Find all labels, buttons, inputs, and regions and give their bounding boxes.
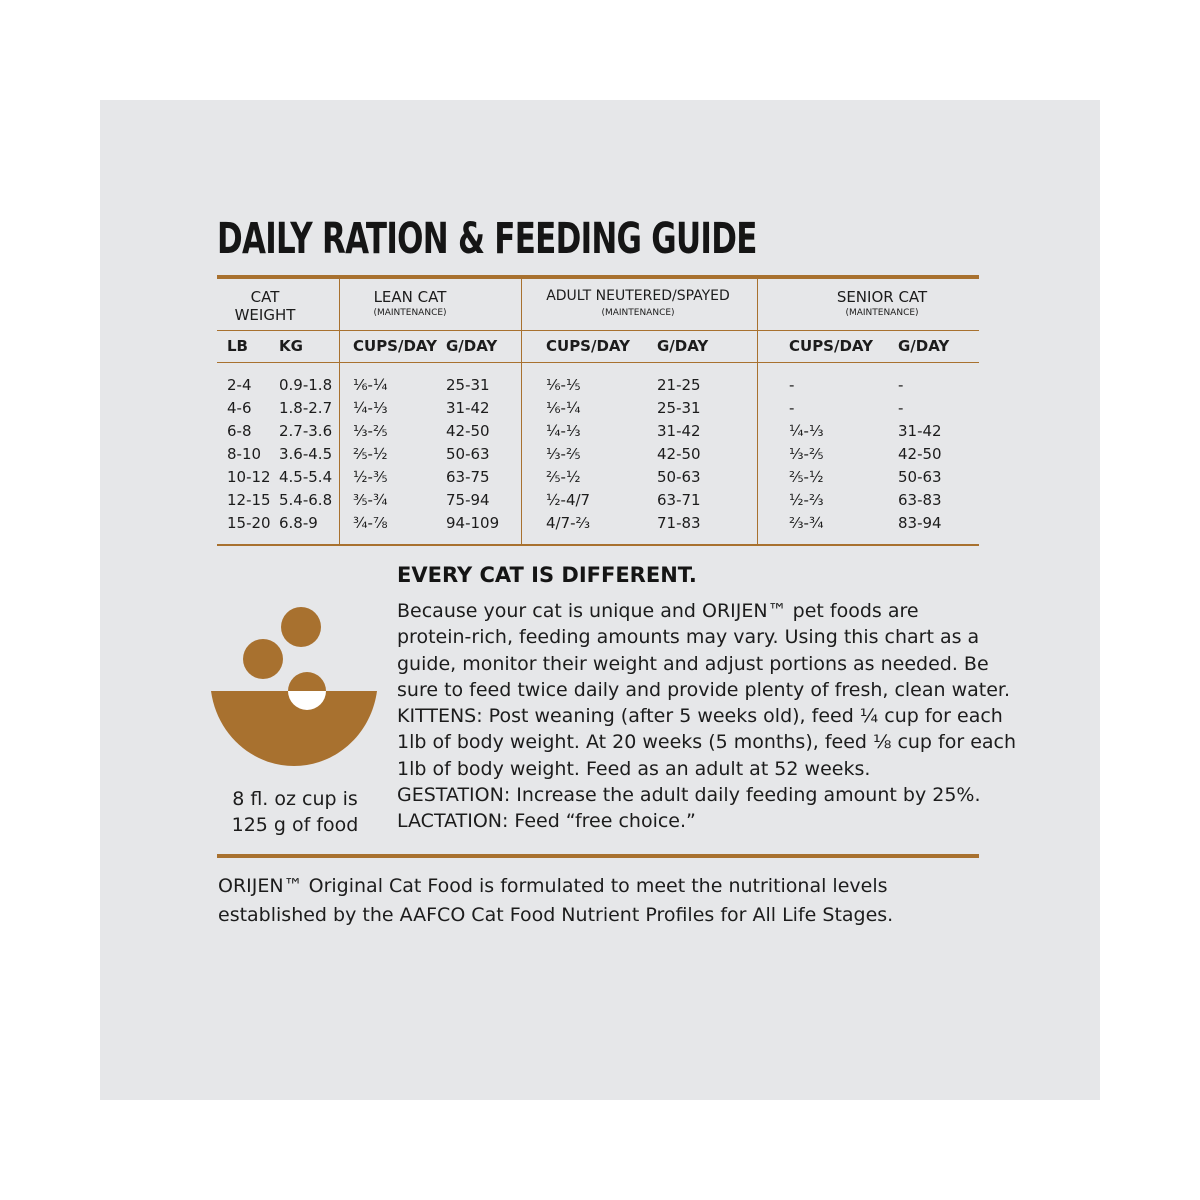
- cell-kg: 4.5-5.4: [279, 468, 333, 486]
- paragraph-line: 1lb of body weight. Feed as an adult at 52 weeks.: [397, 757, 871, 780]
- paragraph-line: guide, monitor their weight and adjust portions as needed. Be: [397, 652, 989, 675]
- cell-lean-grams: 63-75: [446, 468, 490, 486]
- cell-lean-grams: 75-94: [446, 491, 490, 509]
- cell-lb: 12-15: [227, 491, 271, 509]
- cell-senior-grams: -: [898, 399, 904, 417]
- cell-lb: 2-4: [227, 376, 252, 394]
- page-title: DAILY RATION & FEEDING GUIDE: [217, 214, 757, 264]
- cell-adult-cups: ⅓-⅖: [546, 445, 581, 463]
- group-sub-lean: (MAINTENANCE): [373, 308, 447, 318]
- cell-lb: 4-6: [227, 399, 252, 417]
- footer-line: ORIJEN™ Original Cat Food is formulated to meet the nutritional levels: [218, 875, 888, 897]
- subheader-divider: [217, 362, 979, 363]
- cup-caption-line: 125 g of food: [231, 814, 359, 836]
- cell-lean-grams: 50-63: [446, 445, 490, 463]
- cell-senior-cups: ⅓-⅖: [789, 445, 824, 463]
- cell-senior-cups: -: [789, 376, 795, 394]
- cell-lean-grams: 42-50: [446, 422, 490, 440]
- cell-lean-cups: ⅗-¾: [353, 491, 388, 509]
- col-kg: KG: [279, 337, 303, 355]
- cell-adult-cups: ¼-⅓: [546, 422, 581, 440]
- aafco-statement: [218, 872, 998, 930]
- cell-kg: 1.8-2.7: [279, 399, 333, 417]
- group-header-lean: LEAN CAT: [373, 288, 447, 306]
- cell-kg: 5.4-6.8: [279, 491, 333, 509]
- section-heading: EVERY CAT IS DIFFERENT.: [397, 563, 697, 587]
- col-lean-cups: CUPS/DAY: [353, 337, 437, 355]
- column-divider: [339, 279, 340, 545]
- group-header-adult: ADULT NEUTERED/SPAYED: [546, 288, 730, 304]
- cell-senior-grams: 50-63: [898, 468, 942, 486]
- cell-senior-grams: 31-42: [898, 422, 942, 440]
- cell-senior-cups: ⅔-¾: [789, 514, 824, 532]
- cell-adult-grams: 25-31: [657, 399, 701, 417]
- paragraph-line: LACTATION: Feed “free choice.”: [397, 810, 696, 833]
- cell-senior-cups: ½-⅔: [789, 491, 824, 509]
- group-sub-adult: (MAINTENANCE): [601, 308, 675, 318]
- feeding-notes: [397, 598, 1017, 835]
- cell-lean-grams: 31-42: [446, 399, 490, 417]
- cell-adult-grams: 50-63: [657, 468, 701, 486]
- cell-adult-cups: ⅙-⅕: [546, 376, 581, 394]
- table-bottom-rule: [217, 544, 979, 546]
- col-senior-cups: CUPS/DAY: [789, 337, 873, 355]
- header-divider: [217, 330, 979, 331]
- cup-caption-line: 8 fl. oz cup is: [232, 788, 358, 810]
- cell-senior-grams: 83-94: [898, 514, 942, 532]
- cell-adult-cups: ½-4/7: [546, 491, 591, 509]
- cell-adult-cups: ⅙-¼: [546, 399, 581, 417]
- cell-lean-cups: ½-⅗: [353, 468, 388, 486]
- cell-adult-cups: 4/7-⅔: [546, 514, 591, 532]
- cell-adult-grams: 42-50: [657, 445, 701, 463]
- cell-adult-grams: 71-83: [657, 514, 701, 532]
- col-senior-grams: G/DAY: [898, 337, 950, 355]
- cell-senior-cups: -: [789, 399, 795, 417]
- paragraph-line: KITTENS: Post weaning (after 5 weeks old), feed ¼ cup for each: [397, 705, 1003, 728]
- column-divider: [757, 279, 758, 545]
- paragraph-line: Because your cat is unique and ORIJEN™ pet foods are: [397, 600, 919, 622]
- cell-lb: 15-20: [227, 514, 271, 532]
- col-lb: LB: [227, 337, 248, 355]
- cell-kg: 0.9-1.8: [279, 376, 333, 394]
- paragraph-line: protein-rich, feeding amounts may vary. Using this chart as a: [397, 626, 980, 649]
- cell-adult-grams: 63-71: [657, 491, 701, 509]
- footer-rule: [217, 854, 979, 858]
- group-header-senior: SENIOR CAT: [836, 288, 928, 306]
- cell-senior-grams: -: [898, 376, 904, 394]
- footer-line: established by the AAFCO Cat Food Nutrient Profiles for All Life Stages.: [218, 904, 894, 926]
- paragraph-line: 1lb of body weight. At 20 weeks (5 months), feed ⅛ cup for each: [397, 731, 1017, 754]
- cell-senior-grams: 63-83: [898, 491, 942, 509]
- food-bowl-icon: [205, 600, 385, 775]
- cell-senior-cups: ⅖-½: [789, 468, 824, 486]
- cup-caption: [200, 786, 390, 838]
- cell-lb: 10-12: [227, 468, 271, 486]
- group-sub-senior: (MAINTENANCE): [845, 308, 919, 318]
- cell-kg: 6.8-9: [279, 514, 318, 532]
- table-top-rule: [217, 275, 979, 279]
- cell-lean-cups: ¼-⅓: [353, 399, 388, 417]
- cell-lb: 6-8: [227, 422, 252, 440]
- weight-header-line1: CAT: [250, 288, 280, 306]
- cell-adult-cups: ⅖-½: [546, 468, 581, 486]
- weight-header-line2: WEIGHT: [234, 306, 296, 324]
- cell-lean-cups: ⅓-⅖: [353, 422, 388, 440]
- cell-senior-grams: 42-50: [898, 445, 942, 463]
- cell-adult-grams: 21-25: [657, 376, 701, 394]
- paragraph-line: GESTATION: Increase the adult daily feeding amount by 25%.: [397, 784, 981, 807]
- cell-lean-grams: 25-31: [446, 376, 490, 394]
- cell-lean-grams: 94-109: [446, 514, 500, 532]
- col-adult-cups: CUPS/DAY: [546, 337, 630, 355]
- cell-lean-cups: ¾-⅞: [353, 514, 388, 532]
- paragraph-line: sure to feed twice daily and provide plenty of fresh, clean water.: [397, 678, 1011, 701]
- cell-senior-cups: ¼-⅓: [789, 422, 824, 440]
- cell-lb: 8-10: [227, 445, 262, 463]
- cell-kg: 2.7-3.6: [279, 422, 333, 440]
- cell-lean-cups: ⅙-¼: [353, 376, 388, 394]
- cell-lean-cups: ⅖-½: [353, 445, 388, 463]
- col-lean-grams: G/DAY: [446, 337, 498, 355]
- col-adult-grams: G/DAY: [657, 337, 709, 355]
- cell-kg: 3.6-4.5: [279, 445, 333, 463]
- column-divider: [521, 279, 522, 545]
- cell-adult-grams: 31-42: [657, 422, 701, 440]
